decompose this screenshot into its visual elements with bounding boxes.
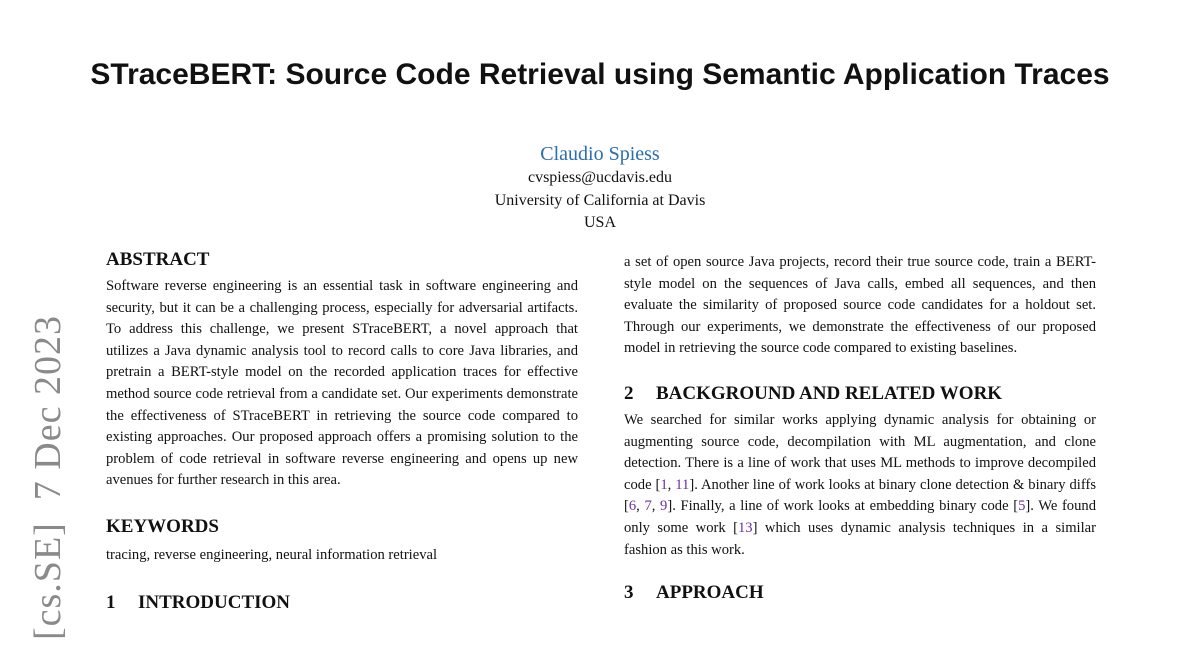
right-column: [624, 252, 1096, 605]
approach-heading: [624, 581, 1096, 605]
citation-link[interactable]: 5: [1018, 498, 1026, 515]
approach-title: APPROACH: [656, 582, 764, 604]
citation-link[interactable]: 7: [644, 498, 652, 515]
background-heading: [624, 382, 1096, 406]
intro-continued-text: a set of open source Java projects, record their true source code, train a BERT-style model on the sequences of Java calls, embed all sequences, and then evaluate the similarity of proposed source code candidates for a holdout set. Through our experiments, we demonstrate the effectiveness of our proposed model in retrieving the source code compared to existing baselines.: [624, 254, 1096, 357]
approach-number: 3: [624, 582, 634, 604]
background-number: 2: [624, 382, 634, 404]
citation-link[interactable]: 9: [660, 498, 668, 515]
background-text-part2: ]. Another line of work looks at binary clone detection & binary diffs [: [624, 476, 1097, 515]
abstract-text: Software reverse engineering is an essential task in software engineering and security, but it can be a challenging process, especially for adversarial artifacts. To address this challenge, we present STraceBERT, a novel approach that utilizes a Java dynamic analysis tool to record calls to core Java libraries, and pretrain a BERT-style model on the recorded application traces for effective method source code retrieval from a candidate set. Our experiments demonstrate the effectiveness of STraceBERT in retrieving the source code compared to existing approaches. Our proposed approach offers a promising solution to the problem of code retrieval in software reverse engineering and opens up new avenues for further research in this area.: [106, 278, 578, 489]
left-column: [106, 248, 578, 615]
keywords-text: tracing, reverse engineering, neural information retrieval: [106, 546, 438, 563]
background-text-part3: ]. Finally, a line of work looks at embedding binary code [: [667, 498, 1019, 515]
citation-link[interactable]: 13: [738, 519, 753, 536]
background-title: BACKGROUND AND RELATED WORK: [656, 382, 1003, 404]
paper-title: STraceBERT: Source Code Retrieval using Semantic Application Traces: [90, 58, 1110, 91]
author-affiliation: University of California at Davis: [494, 191, 706, 209]
citation-separator: ,: [667, 476, 676, 493]
citation-separator: ,: [636, 498, 645, 515]
author-block: [300, 141, 900, 235]
background-text-part5: ] which uses dynamic analysis techniques in a similar fashion as this work.: [624, 519, 1096, 558]
citation-link[interactable]: 1: [660, 476, 668, 493]
introduction-heading: [106, 591, 578, 615]
arxiv-date: 7 Dec 2023: [27, 315, 69, 501]
background-text: [624, 410, 1096, 561]
author-name[interactable]: Claudio Spiess: [540, 143, 660, 165]
keywords-heading: KEYWORDS: [106, 515, 219, 537]
author-country: USA: [583, 214, 616, 231]
background-text-part1: We searched for similar works applying dynamic analysis for obtaining or augmenting source code, decompilation with ML augmentation, and clone detection. There is a line of work that uses ML methods to improve decompiled code [: [624, 411, 1096, 493]
citation-separator: ,: [651, 498, 661, 515]
arxiv-stamp: [26, 315, 70, 640]
introduction-number: 1: [106, 591, 116, 613]
arxiv-category: [cs.SE]: [27, 522, 69, 640]
introduction-title: INTRODUCTION: [138, 591, 291, 613]
author-email: cvspiess@ucdavis.edu: [527, 169, 673, 186]
citation-link[interactable]: 6: [628, 498, 637, 515]
citation-link[interactable]: 11: [675, 476, 690, 493]
background-text-part4: ]. We found only some work [: [624, 498, 1096, 536]
abstract-heading: ABSTRACT: [106, 249, 210, 270]
